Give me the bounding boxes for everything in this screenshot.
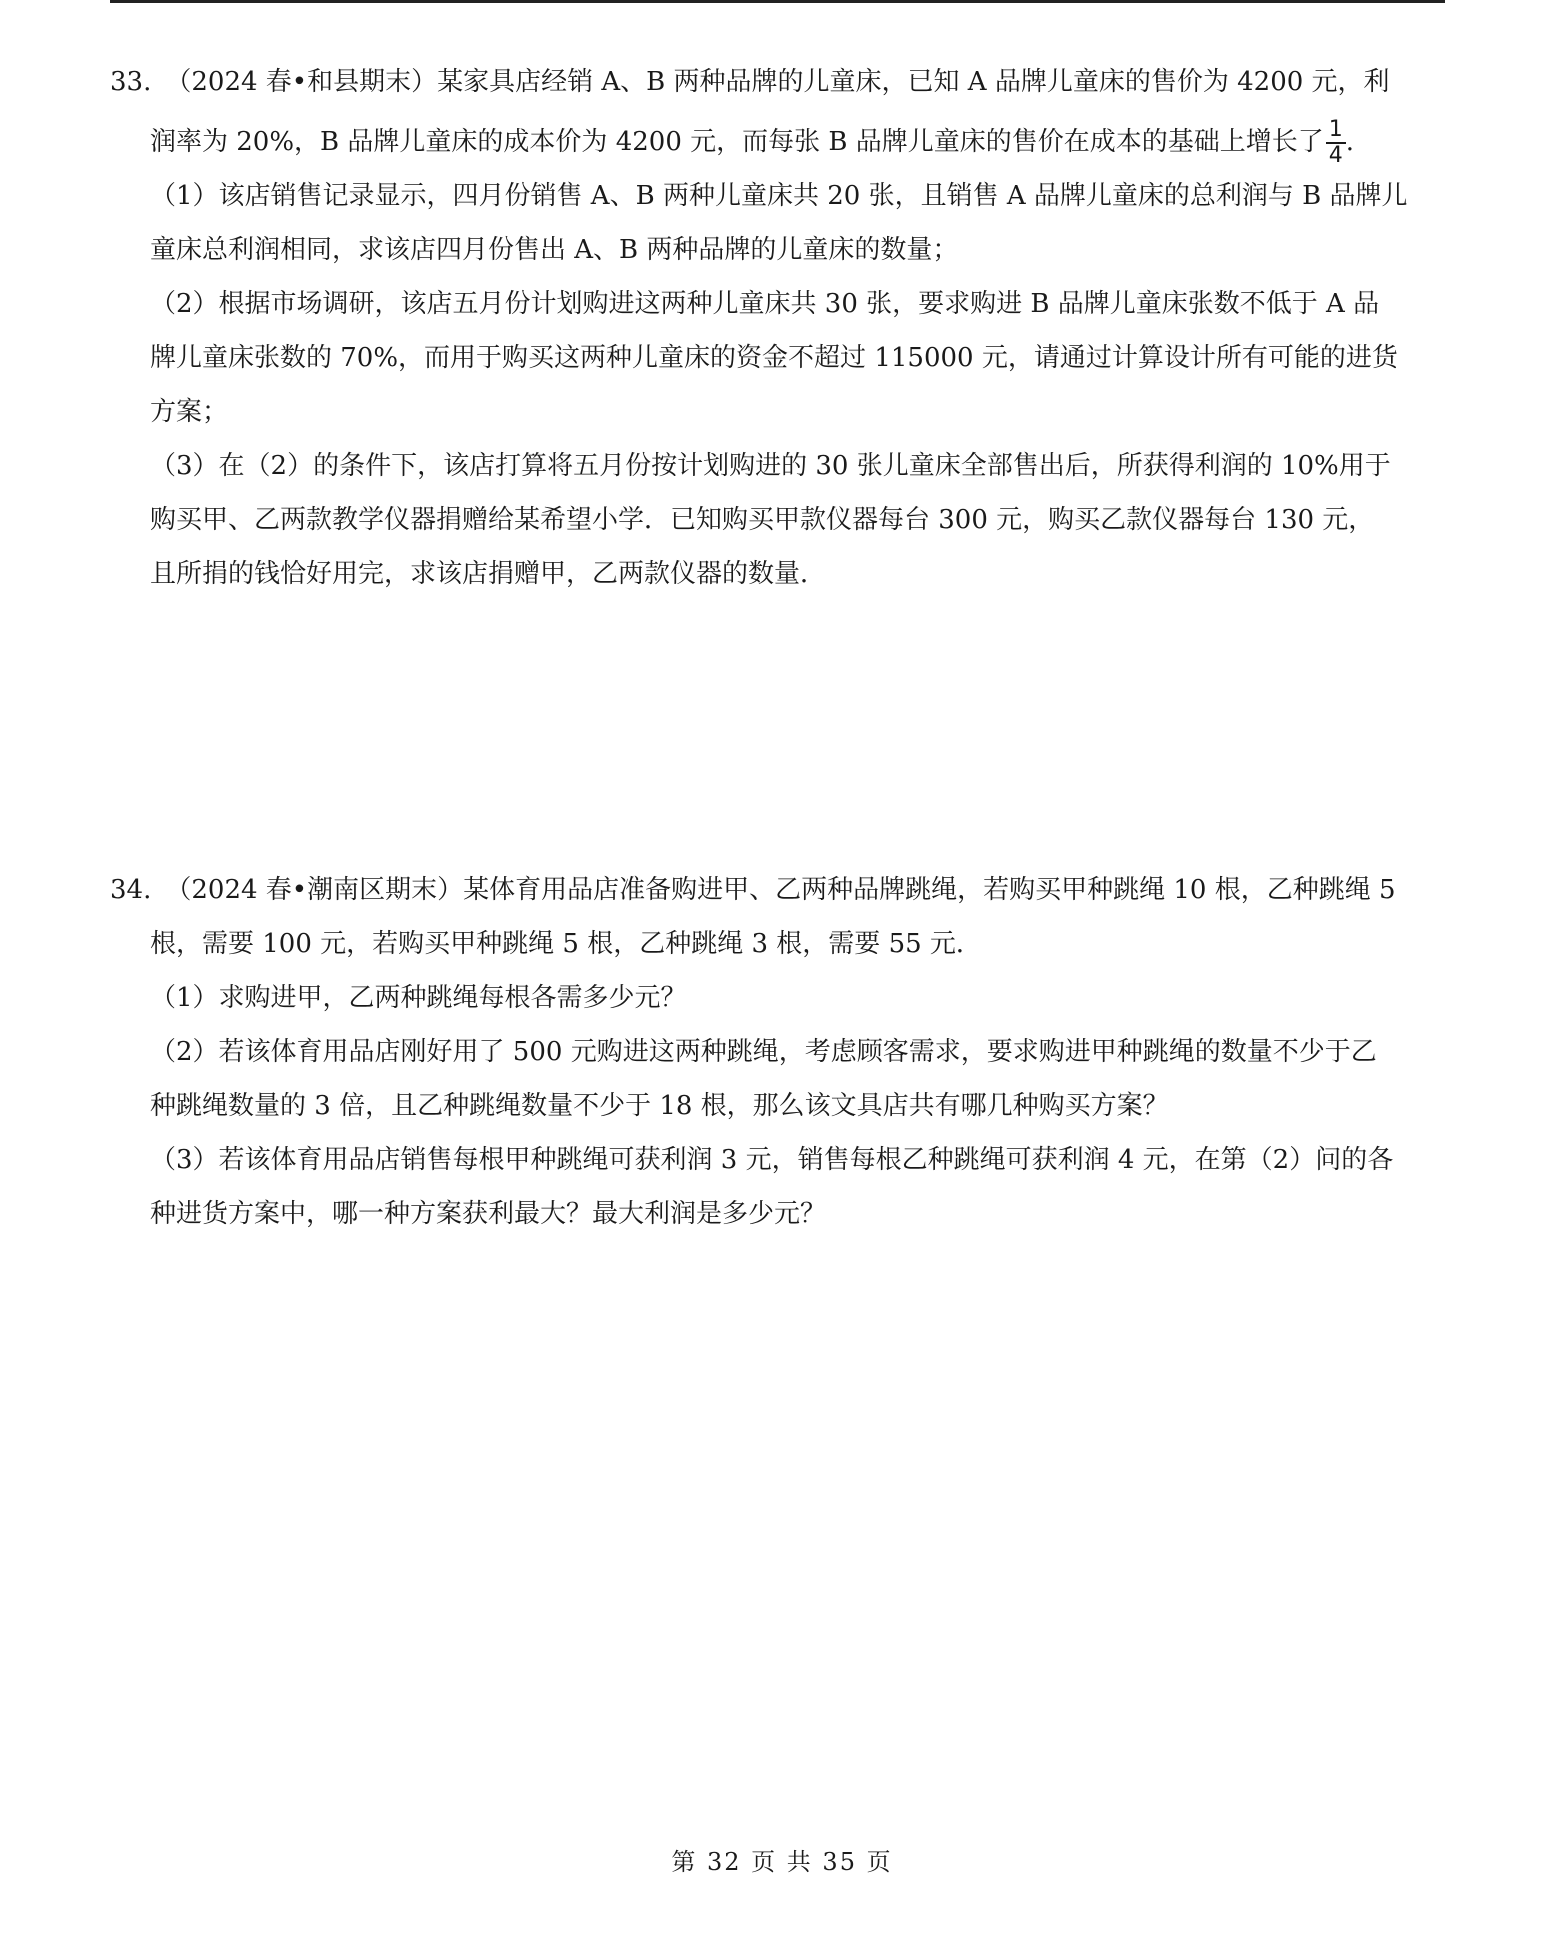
problem-34-part-1: （1）求购进甲，乙两种跳绳每根各需多少元？ bbox=[150, 983, 687, 1013]
top-rule bbox=[110, 0, 1445, 3]
problem-33-part-3: （3）在（2）的条件下，该店打算将五月份按计划购进的 30 张儿童床全部售出后，所获得利润的 10%用于 bbox=[150, 451, 1391, 481]
problem-number: 34. bbox=[110, 875, 152, 905]
problem-33-part-2: （2）根据市场调研，该店五月份计划购进这两种儿童床共 30 张，要求购进 B 品牌儿童床张数不低于 A 品 bbox=[150, 289, 1380, 319]
problem-34-line-2: 根，需要 100 元，若购买甲种跳绳 5 根，乙种跳绳 3 根，需要 55 元． bbox=[150, 929, 982, 959]
problem-33-line-9: 购买甲、乙两款教学仪器捐赠给某希望小学．已知购买甲款仪器每台 300 元，购买乙款仪器每台 130 元， bbox=[150, 505, 1375, 535]
problem-33-line-10: 且所捐的钱恰好用完，求该店捐赠甲，乙两款仪器的数量． bbox=[150, 559, 827, 589]
problem-34-part-2: （2）若该体育用品店刚好用了 500 元购进这两种跳绳，考虑顾客需求，要求购进甲种跳绳的数量不少于乙 bbox=[150, 1037, 1377, 1067]
problem-34-line-7: 种进货方案中，哪一种方案获利最大？最大利润是多少元？ bbox=[150, 1199, 827, 1229]
problem-34-part-3: （3）若该体育用品店销售每根甲种跳绳可获利润 3 元，销售每根乙种跳绳可获利润 4 元，在第（2）问的各 bbox=[150, 1145, 1394, 1175]
problem-number: 33. bbox=[110, 67, 152, 97]
problem-33-part-1: （1）该店销售记录显示，四月份销售 A、B 两种儿童床共 20 张，且销售 A 品牌儿童床的总利润与 B 品牌儿 bbox=[150, 181, 1408, 211]
problem-33-line-4: 童床总利润相同，求该店四月份售出 A、B 两种品牌的儿童床的数量； bbox=[150, 235, 959, 265]
problem-33-line-2: 润率为 20%，B 品牌儿童床的成本价为 4200 元，而每张 B 品牌儿童床的售价在成本的基础上增长了 $\frac{1}{4}$ . bbox=[150, 117, 1355, 168]
problem-34-line-1: 34. （2024 春•潮南区期末）某体育用品店准备购进甲、乙两种品牌跳绳，若购买甲种跳绳 10 根，乙种跳绳 5 bbox=[110, 872, 1396, 908]
problem-34-line-5: 种跳绳数量的 3 倍，且乙种跳绳数量不少于 18 根，那么该文具店共有哪几种购买方案？ bbox=[150, 1091, 1169, 1121]
fraction: $\frac{1}{4}$ bbox=[1326, 118, 1346, 168]
problem-33-line-6: 牌儿童床张数的 70%，而用于购买这两种儿童床的资金不超过 115000 元，请通过计算设计所有可能的进货 bbox=[150, 343, 1398, 373]
problem-33-line-1: 33. （2024 春•和县期末）某家具店经销 A、B 两种品牌的儿童床，已知 A 品牌儿童床的售价为 4200 元，利 bbox=[110, 64, 1390, 100]
problem-33-line-7: 方案； bbox=[150, 397, 229, 427]
page-footer: 第 32 页 共 35 页 bbox=[671, 1848, 893, 1876]
